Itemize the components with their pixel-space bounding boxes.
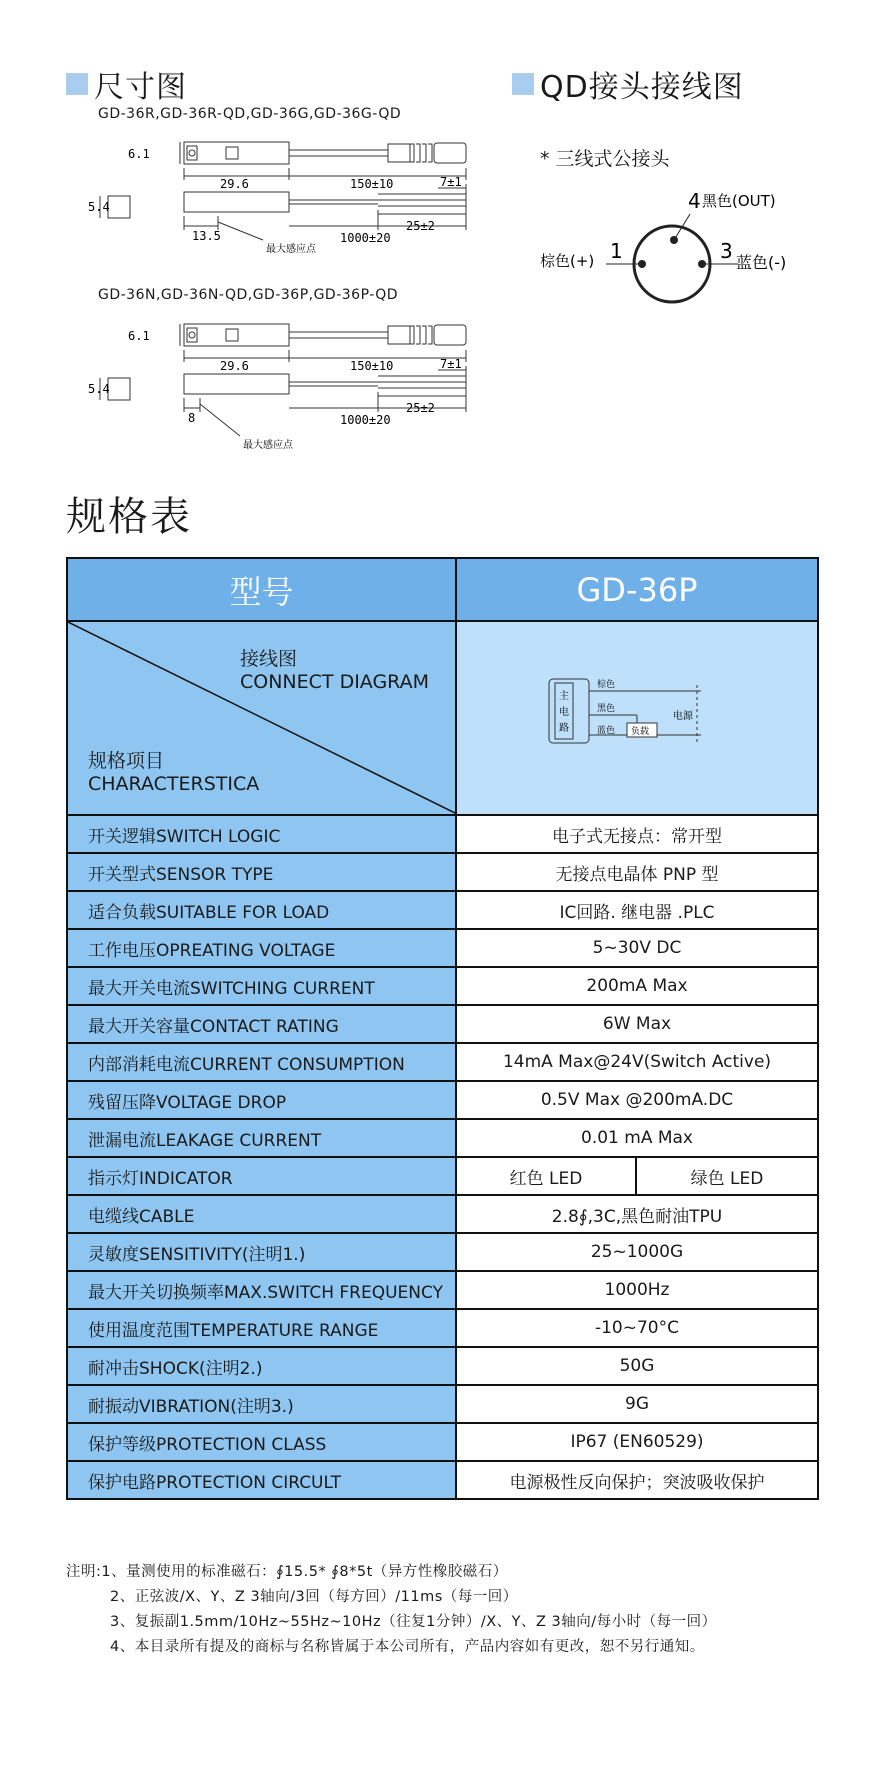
- header-model-label: 型号: [67, 558, 456, 621]
- table-row: [67, 1423, 818, 1461]
- row-label: 工作电压OPREATING VOLTAGE: [67, 929, 456, 967]
- row-label: 灵敏度SENSITIVITY(注明1.): [67, 1233, 456, 1271]
- row-value: 5~30V DC: [456, 929, 818, 967]
- connector-section-title: QD接头接线图: [540, 70, 744, 105]
- circuit-main-3: 路: [559, 723, 569, 734]
- pin3-label: 蓝色(-): [736, 253, 787, 272]
- dimension-drawing-1: [88, 130, 528, 280]
- row-label: 使用温度范围TEMPERATURE RANGE: [67, 1309, 456, 1347]
- row-value-green-led: 绿色 LED: [636, 1157, 818, 1195]
- row-label: 电缆线CABLE: [67, 1195, 456, 1233]
- row-value: 电源极性反向保护；突波吸收保护: [456, 1461, 818, 1499]
- row-value: 25~1000G: [456, 1233, 818, 1271]
- note-3: 3、复振副1.5mm/10Hz~55Hz~10Hz（往复1分钟）/X、Y、Z 3轴向/每小时（每一回）: [110, 1614, 717, 1630]
- row-label: 残留压降VOLTAGE DROP: [67, 1081, 456, 1119]
- row-label: 耐振动VIBRATION(注明3.): [67, 1385, 456, 1423]
- dim-tail-2: 7±1: [440, 357, 462, 371]
- table-row: [67, 1195, 818, 1233]
- row-label: 指示灯INDICATOR: [67, 1157, 456, 1195]
- row-value: 9G: [456, 1385, 818, 1423]
- table-row: [67, 1157, 818, 1195]
- spec-title: 规格表: [66, 494, 192, 540]
- row-value-red-led: 红色 LED: [456, 1157, 636, 1195]
- table-row: [67, 853, 818, 891]
- row-value: 6W Max: [456, 1005, 818, 1043]
- table-row: [67, 1271, 818, 1309]
- dim-cable-1: 150±10: [350, 177, 394, 191]
- table-row: [67, 1461, 818, 1499]
- dim-tail-1: 7±1: [440, 175, 462, 189]
- pin1-number: 1: [610, 239, 623, 263]
- circuit-brown: 棕色: [597, 680, 616, 690]
- row-label: 耐冲击SHOCK(注明2.): [67, 1347, 456, 1385]
- circuit-blue: 蓝色: [597, 726, 616, 736]
- row-label: 最大开关电流SWITCHING CURRENT: [67, 967, 456, 1005]
- connector-subtitle: * 三线式公接头: [540, 148, 670, 170]
- group1-models: GD-36R,GD-36R-QD,GD-36G,GD-36G-QD: [98, 106, 402, 122]
- dim-cable-3: 150±10: [350, 359, 394, 373]
- dim-height-1: 6.1: [128, 147, 150, 161]
- table-row: [67, 815, 818, 853]
- row-label: 适合负载SUITABLE FOR LOAD: [67, 891, 456, 929]
- row-label: 泄漏电流LEAKAGE CURRENT: [67, 1119, 456, 1157]
- table-row: [67, 1385, 818, 1423]
- pnp-circuit-diagram: [547, 667, 727, 757]
- characteristic-en: CHARACTERSTICA: [88, 773, 260, 795]
- note-1: 注明:1、量测使用的标准磁石：∮15.5* ∮8*5t（异方性橡胶磁石）: [66, 1564, 508, 1580]
- row-label: 最大开关容量CONTACT RATING: [67, 1005, 456, 1043]
- circuit-power: 电源: [673, 711, 693, 722]
- dimension-section-title: 尺寸图: [94, 70, 187, 105]
- table-row: [67, 1309, 818, 1347]
- connect-diagram-en: CONNECT DIAGRAM: [240, 671, 430, 693]
- row-label: 内部消耗电流CURRENT CONSUMPTION: [67, 1043, 456, 1081]
- row-value: 200mA Max: [456, 967, 818, 1005]
- row-value: 2.8∮,3C,黑色耐油TPU: [456, 1195, 818, 1233]
- dim-length-1: 29.6: [220, 177, 249, 191]
- row-value: 50G: [456, 1347, 818, 1385]
- dim-side-height-2: 5.4: [88, 382, 110, 396]
- dim-lead-1: 25±2: [406, 219, 435, 233]
- pin4-number: 4: [688, 189, 701, 213]
- spec-table: [66, 557, 819, 1500]
- dim-13-5: 13.5: [192, 229, 221, 243]
- characteristic-cn: 规格项目: [88, 750, 165, 772]
- table-row: [67, 929, 818, 967]
- table-row: [67, 1043, 818, 1081]
- table-header-row: [67, 558, 818, 621]
- table-row: [67, 967, 818, 1005]
- row-value: 0.5V Max @200mA.DC: [456, 1081, 818, 1119]
- row-value: -10~70°C: [456, 1309, 818, 1347]
- table-row: [67, 1347, 818, 1385]
- pin4-label: 黑色(OUT): [702, 192, 776, 210]
- row-label: 开关逻辑SWITCH LOGIC: [67, 815, 456, 853]
- circuit-main-2: 电: [559, 707, 569, 718]
- row-label: 开关型式SENSOR TYPE: [67, 853, 456, 891]
- table-row: [67, 1005, 818, 1043]
- connect-diagram-cell: [456, 621, 818, 815]
- diagram-label-cell: [67, 621, 456, 815]
- connector-section-header: [512, 62, 744, 106]
- row-value: 0.01 mA Max: [456, 1119, 818, 1157]
- row-value: IC回路. 继电器 .PLC: [456, 891, 818, 929]
- notes: [66, 1560, 717, 1660]
- row-label: 保护电路PROTECTION CIRCULT: [67, 1461, 456, 1499]
- group2-models: GD-36N,GD-36N-QD,GD-36P,GD-36P-QD: [98, 287, 399, 303]
- connector-pin-diagram: [530, 186, 850, 306]
- diagram-header-bottom: [88, 750, 259, 796]
- row-value: IP67 (EN60529): [456, 1423, 818, 1461]
- row-value: 1000Hz: [456, 1271, 818, 1309]
- dim-height-2: 6.1: [128, 329, 150, 343]
- note-4: 4、本目录所有提及的商标与名称皆属于本公司所有，产品内容如有更改，恕不另行通知。: [110, 1639, 705, 1655]
- pin3-number: 3: [720, 239, 733, 263]
- circuit-black: 黑色: [597, 704, 616, 714]
- section-marker: [66, 73, 88, 95]
- dim-8: 8: [188, 411, 196, 425]
- dim-lead-2: 25±2: [406, 401, 435, 415]
- dimension-section-header: [66, 62, 187, 106]
- row-label: 保护等级PROTECTION CLASS: [67, 1423, 456, 1461]
- note-2: 2、正弦波/X、Y、Z 3轴向/3回（每方回）/11ms（每一回）: [110, 1589, 518, 1605]
- table-row: [67, 1233, 818, 1271]
- connect-diagram-cn: 接线图: [240, 648, 298, 670]
- dim-length-2: 29.6: [220, 359, 249, 373]
- dim-cable-2: 1000±20: [340, 231, 391, 245]
- table-row: [67, 1119, 818, 1157]
- diagram-header-top: [240, 648, 429, 694]
- pin1-label: 棕色(+): [540, 252, 595, 270]
- dimension-drawing-2: [88, 312, 528, 462]
- diagram-row: [67, 621, 818, 815]
- section-marker: [512, 73, 534, 95]
- row-value: 无接点电晶体 PNP 型: [456, 853, 818, 891]
- max-sensing-point-2: 最大感应点: [243, 440, 293, 451]
- table-row: [67, 891, 818, 929]
- table-row: [67, 1081, 818, 1119]
- dim-side-height-1: 5.4: [88, 200, 110, 214]
- dim-cable-4: 1000±20: [340, 413, 391, 427]
- circuit-load: 负载: [631, 727, 650, 737]
- circuit-main-1: 主: [559, 691, 569, 702]
- row-value: 14mA Max@24V(Switch Active): [456, 1043, 818, 1081]
- row-label: 最大开关切换频率MAX.SWITCH FREQUENCY: [67, 1271, 456, 1309]
- max-sensing-point-1: 最大感应点: [266, 244, 316, 255]
- header-model-value: GD-36P: [456, 558, 818, 621]
- row-value: 电子式无接点：常开型: [456, 815, 818, 853]
